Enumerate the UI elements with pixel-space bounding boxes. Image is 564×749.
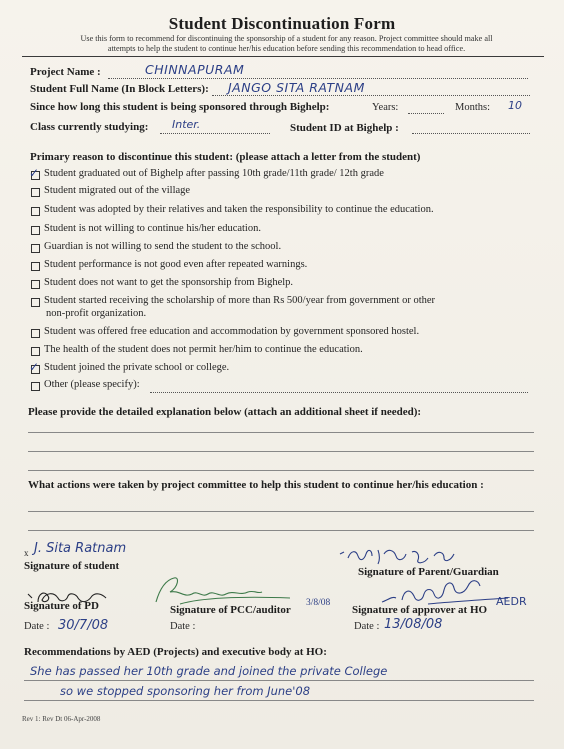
reason-item-6: Student performance is not good even after repeated warnings. — [44, 259, 308, 270]
reason-checkbox-2[interactable] — [31, 188, 40, 197]
pcc-date-label: Date : — [170, 621, 196, 632]
student-sign-marker: x — [24, 548, 29, 558]
reason-item-11: Student joined the private school or college. — [44, 362, 230, 373]
recommendations-rule-2 — [24, 700, 534, 701]
instructions-line-2: attempts to help the student to continue her/his education before sending this recommendation to head office. — [107, 43, 466, 53]
pd-date-label: Date : — [24, 621, 50, 632]
project-name-value[interactable]: CHINNAPURAM — [145, 62, 245, 77]
recommendations-label: Recommendations by AED (Projects) and executive body at HO: — [24, 646, 327, 658]
actions-line-1[interactable] — [28, 511, 534, 512]
student-signature[interactable]: J. Sita Ratnam — [34, 541, 127, 556]
reason-checkbox-7[interactable] — [31, 280, 40, 289]
explanation-label: Please provide the detailed explanation below (attach an additional sheet if needed): — [28, 406, 422, 418]
reason-item-2: Student migrated out of the village — [44, 185, 191, 196]
explanation-line-3[interactable] — [28, 470, 534, 471]
reason-item-4: Student is not willing to continue his/her education. — [44, 223, 261, 234]
student-id-line — [412, 133, 530, 134]
full-name-line — [212, 95, 530, 96]
approver-signature-label: Signature of approver at HO — [352, 604, 488, 616]
project-name-line — [108, 78, 528, 79]
parent-signature-label: Signature of Parent/Guardian — [358, 566, 499, 578]
reason-checkbox-8[interactable] — [31, 298, 40, 307]
explanation-line-1[interactable] — [28, 432, 534, 433]
approver-note: AEDR — [496, 595, 527, 608]
instructions-line-1: Use this form to recommend for discontinuing the sponsorship of a student for any reason. Project committee should make all — [80, 34, 493, 43]
pcc-date-note: 3/8/08 — [306, 598, 331, 608]
reason-checkbox-4[interactable] — [31, 226, 40, 235]
recommendations-line-2[interactable]: so we stopped sponsoring her from June'08 — [60, 684, 311, 698]
reason-item-7: Student does not want to get the sponsorship from Bighelp. — [44, 277, 294, 288]
full-name-value[interactable]: JANGO SITA RATNAM — [228, 80, 365, 95]
checkmark-icon: ✓ — [29, 360, 40, 374]
years-label: Years: — [372, 102, 399, 113]
explanation-line-2[interactable] — [28, 451, 534, 452]
header-rule — [22, 56, 544, 57]
reason-checkbox-3[interactable] — [31, 207, 40, 216]
approver-date-label: Date : — [354, 621, 380, 632]
reason-item-1: Student graduated out of Bighelp after passing 10th grade/11th grade/ 12th grade — [44, 168, 384, 179]
reasons-heading: Primary reason to discontinue this student: (please attach a letter from the student) — [30, 151, 421, 163]
reason-checkbox-10[interactable] — [31, 347, 40, 356]
reason-item-8-continuation: non-profit organization. — [46, 308, 147, 319]
recommendations-rule-1 — [24, 680, 534, 681]
reason-item-5: Guardian is not willing to send the student to the school. — [44, 241, 282, 252]
project-name-label: Project Name : — [30, 66, 101, 78]
student-signature-label: Signature of student — [24, 560, 120, 572]
pcc-signature[interactable] — [150, 574, 330, 608]
form-title: Student Discontinuation Form — [168, 14, 396, 33]
years-line — [408, 113, 444, 114]
actions-line-2[interactable] — [28, 530, 534, 531]
form-instructions — [34, 34, 539, 53]
other-specify-line — [150, 392, 528, 393]
approver-date-value[interactable]: 13/08/08 — [384, 617, 443, 632]
recommendations-line-1[interactable]: She has passed her 10th grade and joined the private College — [30, 664, 388, 678]
reason-checkbox-12[interactable] — [31, 382, 40, 391]
reason-checkbox-6[interactable] — [31, 262, 40, 271]
reason-checkbox-5[interactable] — [31, 244, 40, 253]
student-id-label: Student ID at Bighelp : — [290, 122, 399, 134]
revision-footer: Rev 1: Rev Dt 06-Apr-2008 — [22, 715, 101, 723]
class-label: Class currently studying: — [30, 121, 149, 133]
reason-item-12: Other (please specify): — [44, 379, 140, 390]
class-value[interactable]: Inter. — [172, 118, 201, 131]
since-label: Since how long this student is being sponsored through Bighelp: — [30, 101, 330, 113]
reason-item-8: Student started receiving the scholarship of more than Rs 500/year from government or other — [44, 295, 436, 306]
reason-item-10: The health of the student does not permit her/him to continue the education. — [44, 344, 363, 355]
pd-date-value[interactable]: 30/7/08 — [58, 618, 109, 633]
full-name-label: Student Full Name (In Block Letters): — [30, 83, 209, 95]
reason-item-9: Student was offered free education and accommodation by government sponsored hostel. — [44, 326, 420, 337]
reason-item-3: Student was adopted by their relatives and taken the responsibility to continue the education. — [44, 204, 434, 215]
months-value[interactable]: 10 — [508, 99, 522, 112]
months-label: Months: — [455, 102, 491, 113]
class-line — [160, 133, 270, 134]
actions-label: What actions were taken by project committee to help this student to continue her/his education : — [28, 479, 484, 491]
pd-signature-label: Signature of PD — [24, 600, 99, 612]
reason-checkbox-9[interactable] — [31, 329, 40, 338]
checkmark-icon: ✓ — [29, 166, 40, 180]
pcc-signature-label: Signature of PCC/auditor — [170, 604, 291, 616]
